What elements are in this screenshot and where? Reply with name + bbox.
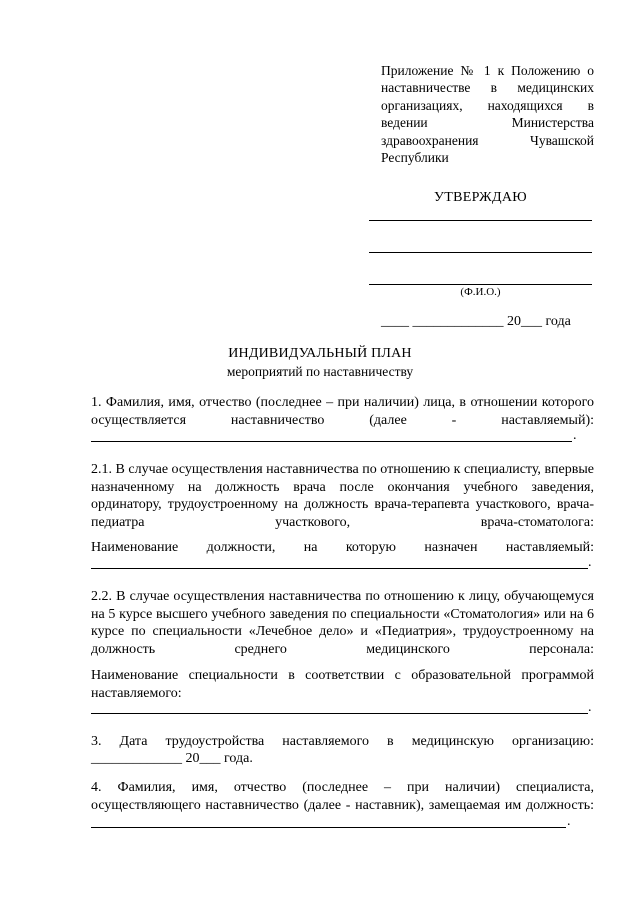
section-1-period: . [573,428,577,443]
plan-subtitle: мероприятий по наставничеству [226,364,414,379]
fio-caption: (Ф.И.О.) [460,286,501,298]
approval-signature-line-3[interactable] [369,284,592,285]
section-2-2-period: . [588,700,592,715]
section-2-1-fill-line[interactable] [91,568,588,569]
section-3-text: 3. Дата трудоустройства наставляемого в медицинскую организацию: [91,734,594,749]
section-2-2-specialty-label: Наименование специальности в соответствии с образовательной программой наставляемого: [91,668,594,701]
approval-date-line[interactable]: ____ _____________ 20___ года [381,314,571,329]
section-4-fill-line[interactable] [91,827,566,828]
approval-signature-line-1[interactable] [369,220,592,221]
plan-title: ИНДИВИДУАЛЬНЫЙ ПЛАН [228,346,412,361]
section-2-2-fill-line[interactable] [91,713,588,714]
section-2-2-text: 2.2. В случае осуществления наставничества по отношению к лицу, обучающемуся на 5 курсе высшего учебного заведения по специальности «Стоматология» или на 6 курсе по специальности «Лечебное дело» и «Педиатрия», трудоустроенному на должность среднего медицинского персонала: [91,589,594,657]
approval-title: УТВЕРЖДАЮ [434,190,527,205]
section-3-date[interactable]: _____________ 20___ года. [91,751,253,766]
section-2-1-position-label: Наименование должности, на которую назначен наставляемый: [91,540,594,555]
section-1-fill-line[interactable] [91,441,572,442]
section-2-1-period: . [588,555,592,570]
approval-signature-line-2[interactable] [369,252,592,253]
annex-header: Приложение № 1 к Положению о наставничестве в медицинских организациях, находящихся в ведении Министерства здравоохранения Чувашской Республики [381,63,594,166]
section-4-text: 4. Фамилия, имя, отчество (последнее – при наличии) специалиста, осуществляющего наставничество (далее - наставник), замещаемая им должность: [91,780,594,813]
section-4-period: . [567,814,571,829]
section-1-text: 1. Фамилия, имя, отчество (последнее – при наличии) лица, в отношении которого осуществляется наставничество (далее - наставляемый): [91,395,594,428]
section-2-1-text: 2.1. В случае осуществления наставничества по отношению к специалисту, впервые назначенному на должность врача после окончания учебного заведения, ординатору, трудоустроенному на должность врача-терапевта участкового, врача-педиатра участкового, врача-стоматолога: [91,462,594,530]
